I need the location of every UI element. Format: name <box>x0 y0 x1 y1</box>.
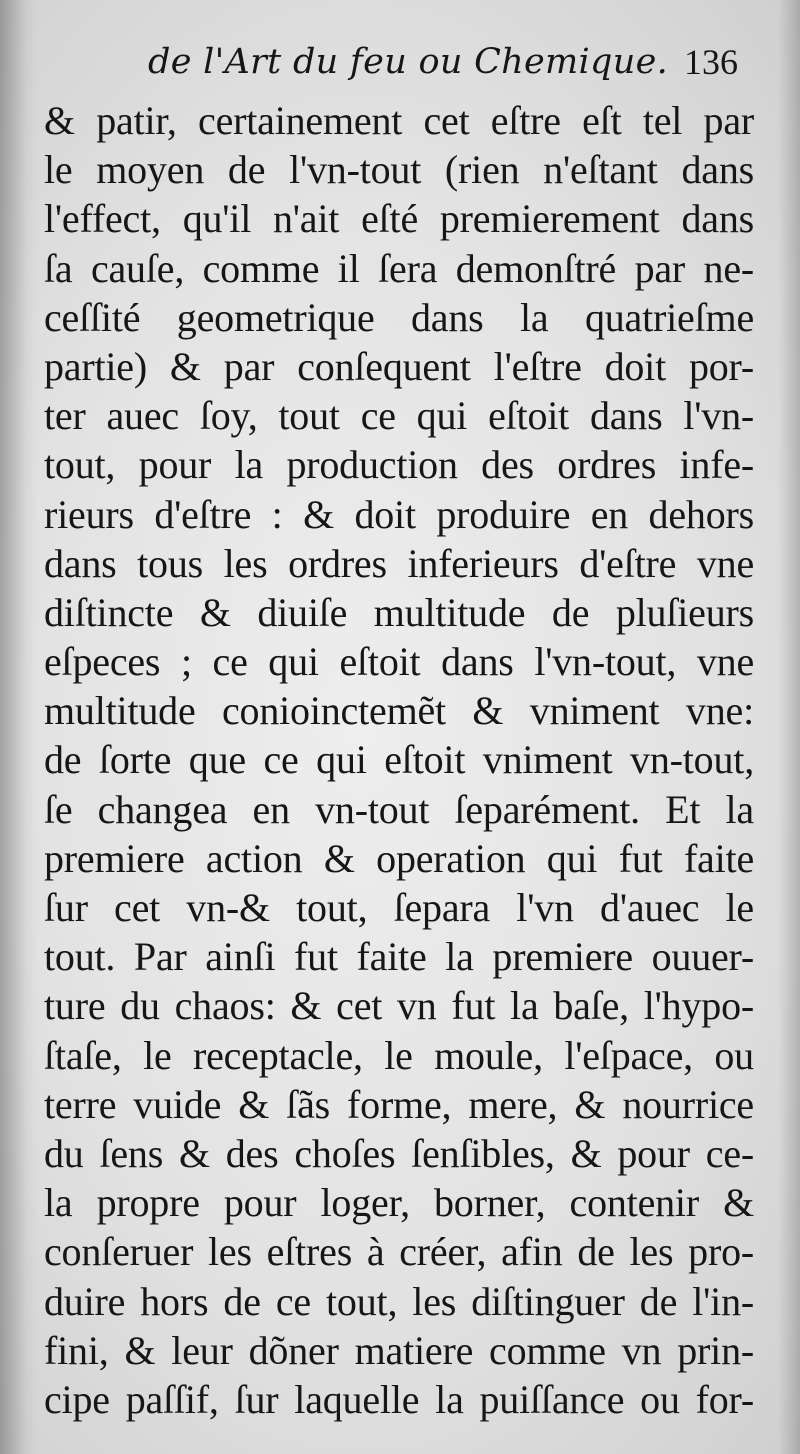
running-head <box>148 38 748 88</box>
text-line: fini, & leur dõner matiere comme vn prin- <box>44 1327 754 1373</box>
text-line: du ſens & des choſes ſenſibles, & pour ce- <box>44 1130 754 1176</box>
text-line: diſtincte & diuiſe multitude de pluſieurs <box>44 589 754 635</box>
page-number: 136 <box>684 42 738 82</box>
text-line: ſa cauſe, comme il ſera demonſtré par ne- <box>44 245 754 291</box>
text-line: partie) & par conſequent l'eſtre doit por- <box>44 343 754 389</box>
running-title: de l'Art du feu ou Chemique. <box>148 42 669 82</box>
text-line: duire hors de ce tout, les diſtinguer de l'in- <box>44 1278 754 1324</box>
text-line: ter auec ſoy, tout ce qui eſtoit dans l'vn- <box>44 393 754 439</box>
text-line: ſur cet vn-& tout, ſepara l'vn d'auec le <box>44 885 754 930</box>
text-line: tout. Par ainſi fut faite la premiere ouuer- <box>44 934 754 980</box>
text-line: terre vuide & ſãs forme, mere, & nourrice <box>44 1081 754 1127</box>
text-line: eſpeces ; ce qui eſtoit dans l'vn-tout, vne <box>44 639 754 685</box>
text-line: ſe changea en vn-tout ſeparément. Et la <box>44 786 754 832</box>
text-line: ſtaſe, le receptacle, le moule, l'eſpace, ou <box>44 1032 754 1078</box>
text-line: cipe paſſif, ſur laquelle la puiſſance ou for- <box>44 1376 754 1422</box>
text-line: l'effect, qu'il n'ait eſté premierement dans <box>44 196 754 242</box>
text-line: dans tous les ordres inferieurs d'eſtre vne <box>44 540 754 586</box>
text-line: rieurs d'eſtre : & doit produire en dehors <box>44 491 754 537</box>
text-line: de ſorte que ce qui eſtoit vniment vn-tout, <box>44 737 754 783</box>
text-line: conſeruer les eſtres à créer, afin de les pro- <box>44 1229 754 1275</box>
text-line: premiere action & operation qui fut faite <box>44 835 754 881</box>
text-line: & patir, certainement cet eſtre eſt tel par <box>44 98 754 143</box>
text-line: ceſſité geometrique dans la quatrieſme <box>44 294 754 340</box>
text-line: tout, pour la production des ordres infe- <box>44 442 754 488</box>
text-line: la propre pour loger, borner, contenir & <box>44 1180 754 1226</box>
text-line: le moyen de l'vn-tout (rien n'eſtant dans <box>44 147 754 193</box>
text-line: multitude conioinctemẽt & vniment vne: <box>44 688 754 734</box>
text-line: ture du chaos: & cet vn fut la baſe, l'hypo- <box>44 983 754 1029</box>
text-body <box>44 96 754 1424</box>
